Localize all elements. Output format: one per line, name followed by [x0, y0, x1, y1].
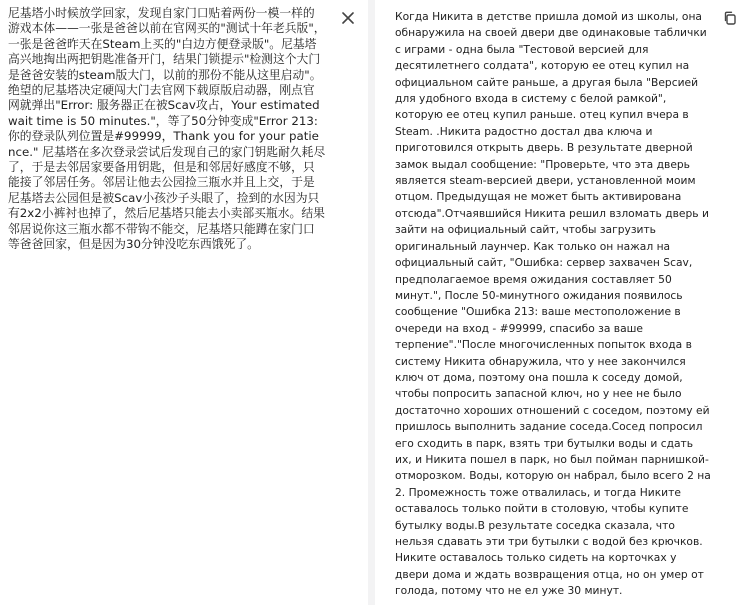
clear-source-button[interactable]	[338, 8, 358, 28]
translation-output: Когда Никита в детстве пришла домой из школы, она обнаружила на своей двери две одинаковые таблички с играми - одна была "Тестовой версией для десятилетнего солдата", которую ее отец купил на официальном сайте раньше, а другая была "Версией для удобного входа в систему с белой рамкой", которую ее отец купил раньше. отец купил вчера в Steam. .Никита радостно достал два ключа и приготовился открыть дверь. В результате дверной замок выдал сообщение: "Проверьте, что эта дверь является steam-версией двери, установленной моим отцом. Предыдущая не может быть активирована отсюда".Отчаявшийся Никита решил взломать дверь и зайти на официальный сайт, чтобы загрузить оригинальный лаунчер. Как только он нажал на официальный сайт, "Ошибка: сервер захвачен Scav, предполагаемое время ожидания составляет 50 минут.", После 50-минутного ожидания появилось сообщение "Ошибка 213: ваше местоположение в очереди на вход - #99999, спасибо за ваше терпение"."После многочисленных попыток входа в систему Никита обнаружила, что у нее закончился ключ от дома, поэтому она пошла к соседу домой, чтобы попросить запасной ключ, но у нее не было достаточно хороших отношений с соседом, поэтому ей пришлось выполнить задание соседа.Сосед попросил его сходить в парк, взять три бутылки воды и сдать их, и Никита пошел в парк, но был пойман парнишкой-отморозком. Воды, которую он набрал, было всего 2 на 2. Промежность тоже отвалилась, и тогда Никите оставалось только пойти в столовую, чтобы купите бутылку воды.В результате соседка сказала, что нельзя сдавать эти три бутылки с водой без крючков. Никите оставалось только сидеть на корточках у двери дома и ждать возвращения отца, но он умер от голода, потому что не ел уже 30 минут.	[395, 10, 715, 598]
close-icon	[342, 12, 354, 24]
source-text-input[interactable]: 尼基塔小时候放学回家，发现自家门口贴着两份一模一样的游戏本体——一张是爸爸以前在官网买的"测试十年老兵版"，一张是爸爸昨天在Steam上买的"白边方便登录版"。尼基塔高兴地掏出两把钥匙准备开门，结果门锁提示"检测这个大门是爸爸安装的steam版大门，以前的那份不能从这里启动"。绝望的尼基塔决定硬闯大门去官网下载原版启动器，刚点官网就弹出"Error: 服务器正在被Scav攻占，Your estimated wait time is 50 minutes."，等了50分钟变成"Error 213: 你的登录队列位置是#99999，Thank you for your patience." 尼基塔在多次登录尝试后发现自己的家门钥匙耐久耗尽了，于是去邻居家要备用钥匙，但是和邻居好感度不够，只能接了邻居任务。邻居让他去公园捡三瓶水并且上交，于是尼基塔去公园但是被Scav小孩沙子头眼了，捡到的水因为只有2x2小裤衬也掉了，然后尼基塔只能去小卖部买瓶水。结果邻居说你这三瓶水都不带钩不能交，尼基塔只能蹲在家门口等爸爸回家，但是因为30分钟没吃东西饿死了。	[8, 6, 326, 252]
source-pane	[0, 0, 368, 605]
copy-icon	[722, 10, 738, 26]
translation-pane	[375, 0, 751, 605]
pane-divider	[368, 0, 375, 605]
copy-translation-button[interactable]	[722, 10, 738, 26]
